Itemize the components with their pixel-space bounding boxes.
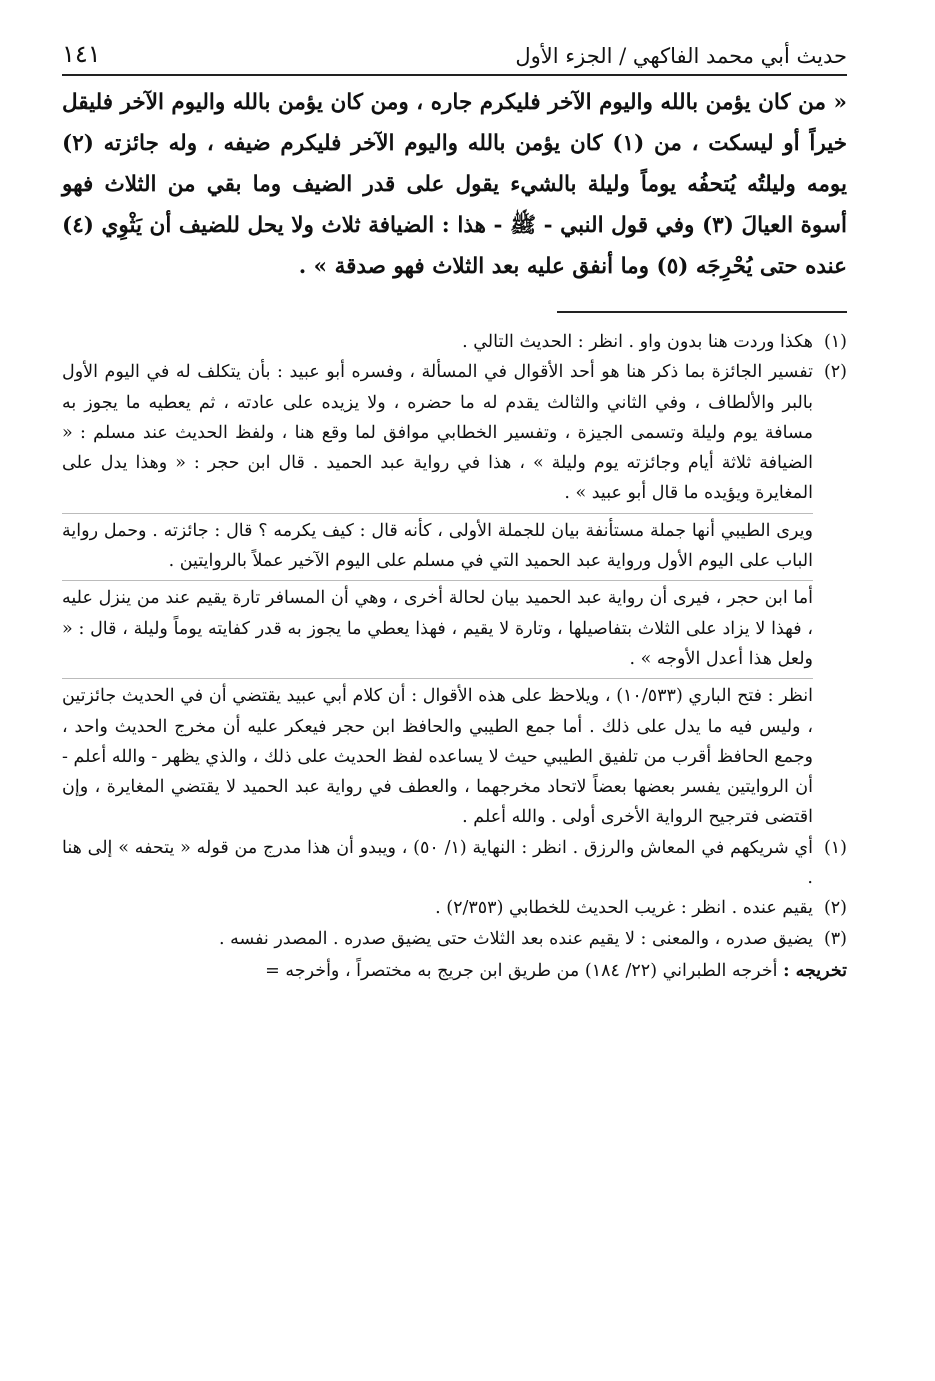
footnote-top-2: [62, 357, 847, 832]
page-number: ١٤١: [62, 40, 101, 68]
page-header: [62, 30, 847, 76]
footnote-paragraph: أما ابن حجر ، فيرى أن رواية عبد الحميد بيان لحالة أخرى ، وهي أن المسافر تارة يقيم عند من ينزل عليه ، فهذا لا يزاد على الثلاث بتفاصيلها ، وتارة لا يقيم ، فهذا يعطي ما يجوز به قدر كفايته يوماً وليلة ، قال : « ولعل هذا أعدل الأوجه » .: [62, 580, 813, 674]
footnote-bottom-1: [62, 833, 847, 894]
footnote-text: يضيق صدره ، والمعنى : لا يقيم عنده بعد الثلاث حتى يضيق صدره . المصدر نفسه .: [218, 928, 813, 949]
footnote-paragraph: ويرى الطيبي أنها جملة مستأنفة بيان للجملة الأولى ، كأنه قال : كيف يكرمه ؟ قال : جائزته . وحمل رواية الباب على اليوم الأول ورواية عبد الحميد التي في مسلم على اليوم الآخير عملاً بالروايتين .: [62, 513, 813, 577]
takhrij-label: تخريجه :: [783, 960, 847, 981]
footnote-divider: [557, 311, 847, 313]
takhrij-text: أخرجه الطبراني (٢٢/ ١٨٤) من طريق ابن جريج به مختصراً ، وأخرجه =: [265, 960, 778, 981]
takhrij: [62, 956, 847, 986]
running-title: حديث أبي محمد الفاكهي / الجزء الأول: [515, 44, 847, 68]
footnote-text: هكذا وردت هنا بدون واو . انظر : الحديث التالي .: [462, 332, 813, 352]
footnote-number: (٣): [823, 928, 847, 949]
footnote-number: (١): [823, 332, 847, 352]
footnote-paragraph: انظر : فتح الباري (١٠/٥٣٣) ، ويلاحظ على هذه الأقوال : أن كلام أبي عبيد يقتضي أن في الحديث جائزتين ، وليس فيه ما يدل على ذلك . أما جمع الطيبي والحافظ ابن حجر فيعكر عليه أن مخرج الحديث واحد ، وجمع الحافظ أقرب من تلفيق الطيبي حيث لا يساعده لفظ الحديث على ذلك ، والذي يظهر - والله أعلم - أن الروايتين يفسر بعضها بعضاً لاتحاد مخرجهما ، والعطف في رواية عبد الحميد لا يقتضي المغايرة ، وإن اقتضى فترجيح الرواية الأخرى أولى . والله أعلم .: [62, 678, 813, 832]
footnote-text: يقيم عنده . انظر : غريب الحديث للخطابي (٢/٣٥٣) .: [435, 898, 813, 919]
hadith-text: « من كان يؤمن بالله واليوم الآخر فليكرم جاره ، ومن كان يؤمن بالله واليوم الآخر فليقل خيراً أو ليسكت ، من (١) كان يؤمن بالله واليوم الآخر فليكرم ضيفه ، وله جائزته (٢) يومه وليلتُه يُتحفُه يوماً وليلة بالشيء يقول على قدر الضيف وما بقي من الثلاث فهو أسوة العيالَ (٣) وفي قول النبي - ﷺ - هذا : الضيافة ثلاث ولا يحل للضيف أن يَثْوِي (٤) عنده حتى يُحْرِجَه (٥) وما أنفق عليه بعد الثلاث فهو صدقة » .: [62, 90, 848, 279]
footnotes: [62, 327, 847, 986]
footnote-top-1: [62, 327, 847, 357]
footnote-number: (٢): [823, 898, 847, 919]
footnote-paragraph: تفسير الجائزة بما ذكر هنا هو أحد الأقوال في المسألة ، وفسره أبو عبيد : بأن يتكلف له في اليوم الأول بالبر والألطاف ، وفي الثاني والثالث يقدم له ما حضره ، ولا يزيده على عادته ، ثم يعطيه ما يجوز به مسافة يوم وليلة وتسمى الجيزة ، وتفسير الخطابي موافق لما وقع هنا ، ولفظ الحديث عند مسلم : « الضيافة ثلاثة أيام وجائزته يوم وليلة » ، هذا في رواية عبد الحميد . قال ابن حجر : « وهذا يدل على المغايرة ويؤيده ما قال أبو عبيد » .: [62, 362, 813, 504]
footnote-number: (٢): [823, 362, 847, 383]
footnote-bottom-3: [62, 924, 847, 954]
footnote-bottom-2: [62, 893, 847, 923]
footnote-number: (١): [823, 837, 847, 858]
book-page: [62, 30, 847, 1360]
footnote-text: أي شريكهم في المعاش والرزق . انظر : النهاية (١/ ٥٠) ، ويبدو أن هذا مدرج من قوله « يتحفه » إلى هنا .: [62, 837, 813, 889]
